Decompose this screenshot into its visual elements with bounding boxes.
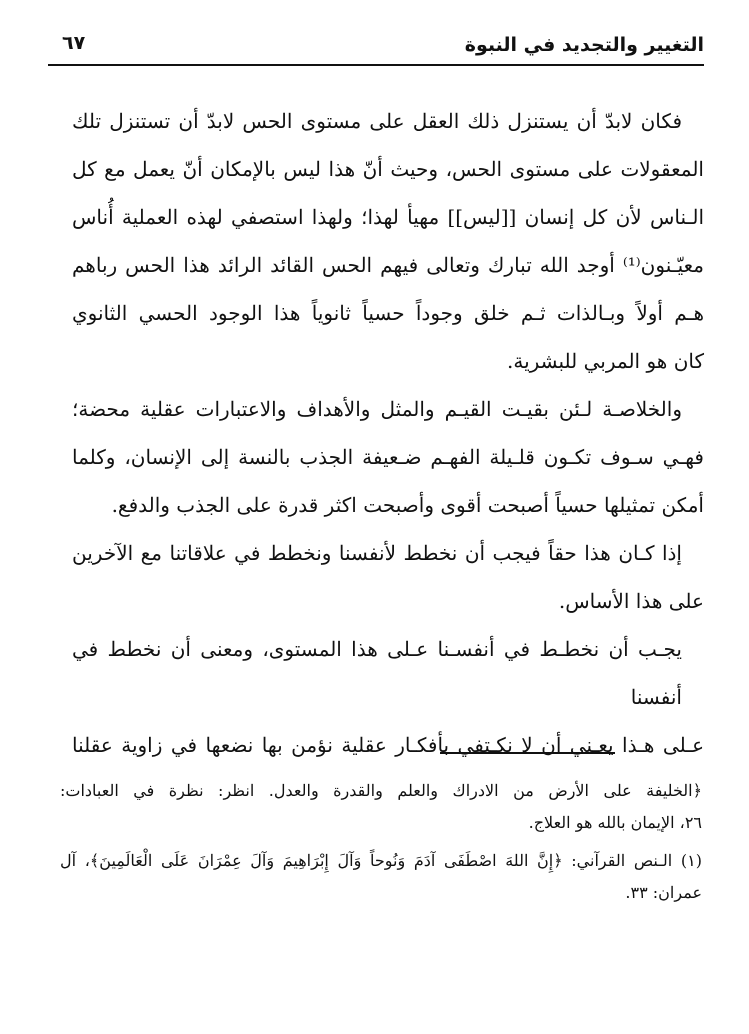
footnote-line: ﴿الخليفة على الأرض من الادراك والعلم والقدرة والعدل. انظر: نظرة في العبادات: [60,781,702,800]
footnotes [60,775,702,915]
text-line: يجـب أن نخطـط في أنفسـنا عـلى هذا المستوى، ومعنى أن نخطط في أنفسنا [72,637,682,709]
text-line: والخلاصـة لـئن بقيـت القيـم والمثل والأهداف والاعتبارات عقلية محضة؛ [72,397,682,421]
paragraph [72,529,704,625]
footnote-line: عمران: ٣٣. [625,883,702,902]
footnote-line: (١) الـنص القرآني: ﴿إِنَّ اللهَ اصْطَفَى آدَمَ وَنُوحاً وَآلَ إِبْرَاهِيمَ وَآلَ عِمْرَانَ عَلَى الْعَالَمِينَ﴾، آل [60,851,703,870]
text-line: فهـي سـوف تكـون قلـيلة الفهـم ضـعيفة الجذب بالنسة إلى الإنسان، وكلما [72,445,704,469]
footnote [60,845,702,909]
text-line: أمكن تمثيلها حسياً أصبحت أقوى وأصبحت اكثر قدرة على الجذب والدفع. [111,493,704,517]
text-line: كان هو المربي للبشرية. [506,349,704,373]
text-line: الـناس لأن كل إنسان [[ليس]] مهيأ لهذا؛ ولهذا استصفي لهذه العملية أُناس [72,205,704,229]
main-text [72,97,704,769]
text-line: إذا كـان هذا حقاً فيجب أن نخطط لأنفسنا ونخطط في علاقاتنا مع الآخرين [72,541,682,565]
text-line: معيّـنون⁽¹⁾ أوجد الله تبارك وتعالى فيهم الحس القائد الرائد هذا الحس رباهم [72,253,704,277]
paragraph [72,625,704,769]
text-line: المعقولات على مستوى الحس، وحيث أنّ هذا ليس بالإمكان أنّ يعمل مع كل [72,157,704,181]
text-line: هـم أولاً وبـالذات ثـم خلق وجوداً حسياً ثانوياً هذا الوجود الحسي الثانوي [72,301,704,325]
footnote [60,775,702,839]
text-line: فكان لابدّ أن يستنزل ذلك العقل على مستوى الحس لابدّ أن تستنزل تلك [72,109,682,133]
footnote-line: ٢٦، الإيمان بالله هو العلاج. [528,813,702,832]
page-number: ٦٧ [62,32,86,54]
footnote-separator [440,752,615,754]
paragraph [72,385,704,529]
paragraph [72,97,704,385]
text-line: عـلى هـذا يعـني أن لا نكـتفي بأفكـار عقلية نؤمن بها نضعها في زاوية عقلنا [72,733,704,757]
text-line: على هذا الأساس. [558,589,704,613]
chapter-title: التغيير والتجديد في النبوة [464,34,704,56]
running-header [48,30,704,66]
